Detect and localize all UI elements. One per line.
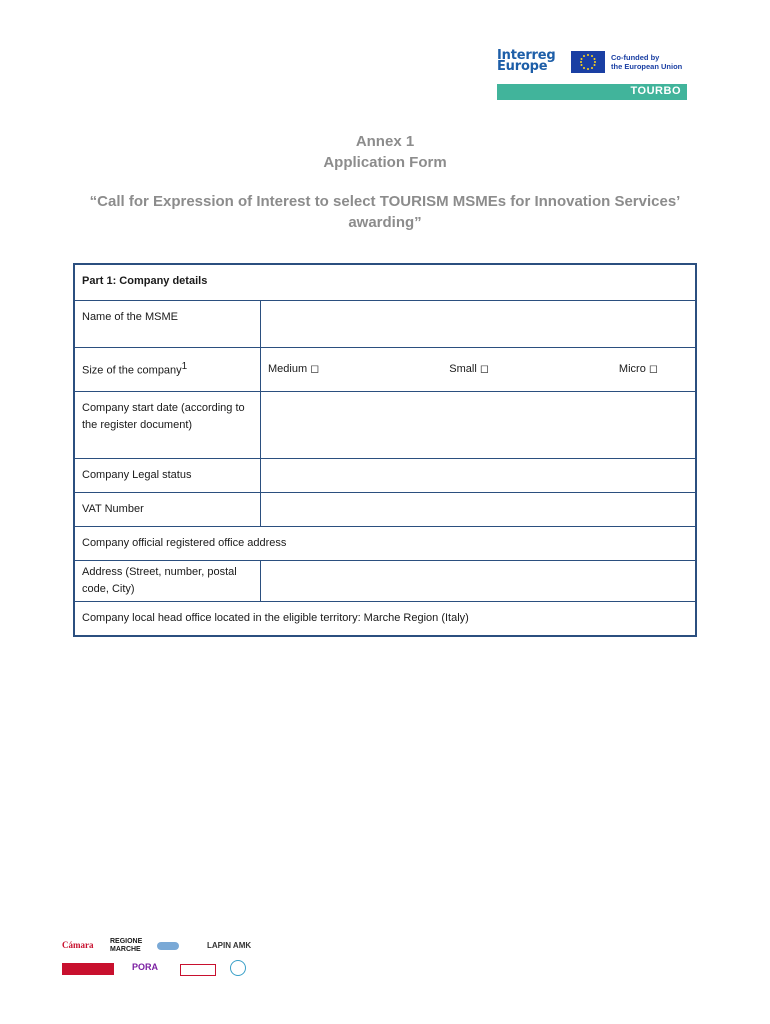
camara-logo: Cámara xyxy=(62,940,94,950)
section-header: Part 1: Company details xyxy=(74,264,696,300)
address-field[interactable] xyxy=(261,560,697,601)
tourbo-banner xyxy=(497,84,687,100)
size-medium-checkbox[interactable]: Medium ◻ xyxy=(268,362,320,375)
cofunded-eu-text: Co-funded by the European Union xyxy=(611,53,683,71)
legal-status-label: Company Legal status xyxy=(74,458,261,492)
size-micro-checkbox[interactable]: Micro ◻ xyxy=(618,362,658,375)
pora-logo: PORA xyxy=(132,962,159,972)
vat-field[interactable] xyxy=(261,492,697,526)
partner-logo-5 xyxy=(62,963,114,975)
header-logos xyxy=(497,50,687,102)
office-address-label: Company official registered office address xyxy=(74,526,696,560)
msme-name-field[interactable] xyxy=(261,300,697,347)
legal-status-field[interactable] xyxy=(261,458,697,492)
lapin-amk-logo: LAPIN AMK xyxy=(207,941,252,950)
size-small-checkbox[interactable]: Small ◻ xyxy=(449,362,489,375)
vat-label: VAT Number xyxy=(74,492,261,526)
partner-logo-8 xyxy=(230,960,246,976)
company-details-table xyxy=(73,263,697,637)
interreg-europe-logo: Interreg Europe xyxy=(497,48,556,74)
tourbo-label: TOURBO xyxy=(630,85,681,97)
eu-flag-icon xyxy=(571,51,605,73)
start-date-field[interactable] xyxy=(261,391,697,458)
msme-name-label: Name of the MSME xyxy=(74,300,261,347)
footnote-marker: 1 xyxy=(181,361,188,373)
start-date-label: Company start date (according to the register document) xyxy=(74,391,261,458)
partner-logo-3 xyxy=(157,942,179,950)
call-title: “Call for Expression of Interest to select TOURISM MSMEs for Innovation Services’ awarding” xyxy=(89,193,681,231)
address-label: Address (Street, number, postal code, City) xyxy=(74,560,261,601)
local-office-label: Company local head office located in the eligible territory: Marche Region (Italy) xyxy=(74,601,696,636)
form-title: Application Form xyxy=(323,154,447,171)
partner-logo-7 xyxy=(180,964,216,976)
annex-title: Annex 1 xyxy=(355,133,415,150)
company-size-label: Size of the company$^1$ xyxy=(74,347,261,391)
regione-marche-logo: REGIONE MARCHE xyxy=(110,938,143,953)
company-size-options xyxy=(261,347,697,391)
